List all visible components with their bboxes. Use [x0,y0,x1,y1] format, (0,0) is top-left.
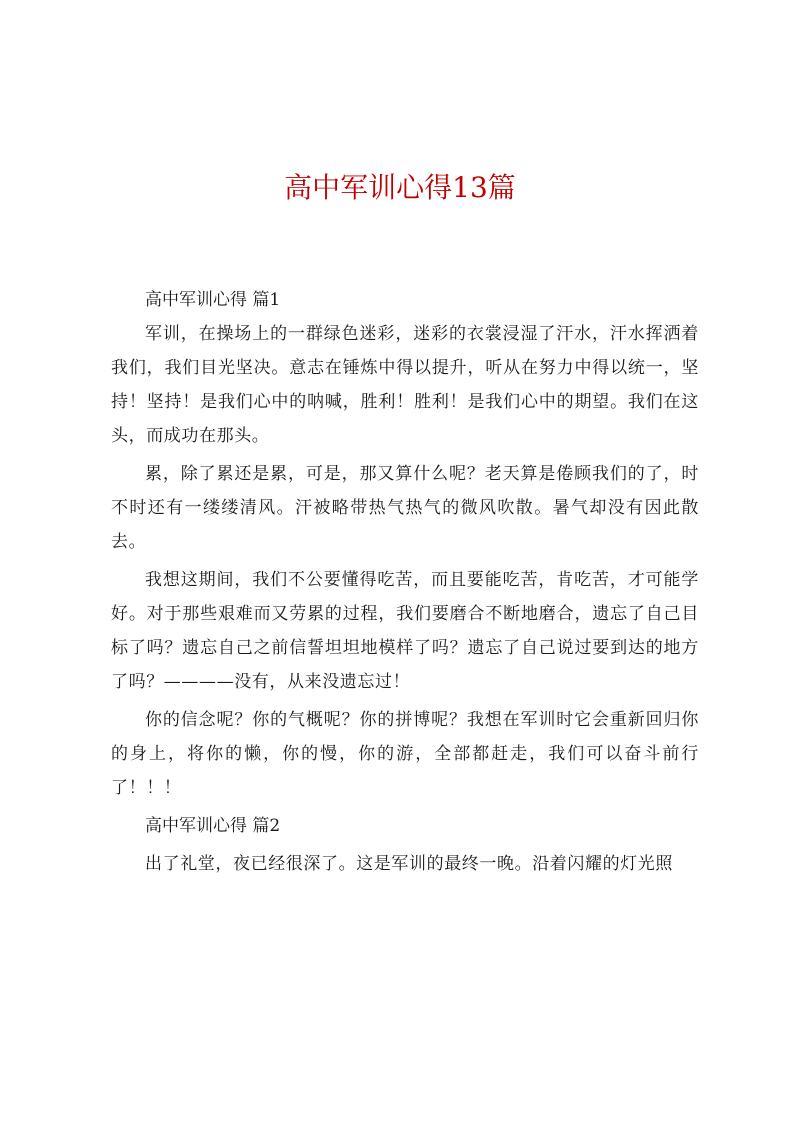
paragraph: 累，除了累还是累，可是，那又算什么呢？老天算是倦顾我们的了，时不时还有一缕缕清风。汗被略带热气热气的微风吹散。暑气却没有因此散去。 [111,464,699,552]
paragraph: 你的信念呢？你的气概呢？你的拼博呢？我想在军训时它会重新回归你的身上，将你的懒，你的慢，你的游，全部都赶走，我们可以奋斗前行了！！！ [111,710,699,798]
paragraph: 军训，在操场上的一群绿色迷彩，迷彩的衣裳浸湿了汗水，汗水挥洒着我们，我们目光坚决。意志在锤炼中得以提升，听从在努力中得以统一，坚持！坚持！是我们心中的呐喊，胜利！胜利！是我们心中的期望。我们在这头，而成功在那头。 [111,324,699,446]
section-heading: 高中军训心得 篇2 [145,816,281,836]
document-title: 高中军训心得13篇 [284,171,516,204]
section-heading: 高中军训心得 篇1 [145,290,281,310]
paragraph: 出了礼堂，夜已经很深了。这是军训的最终一晚。沿着闪耀的灯光照 [145,854,673,874]
document-body [111,283,699,881]
paragraph: 我想这期间，我们不公要懂得吃苦，而且要能吃苦，肯吃苦，才可能学好。对于那些艰难而又劳累的过程，我们要磨合不断地磨合，遗忘了自己目标了吗？遗忘自己之前信誓坦坦地模样了吗？遗忘了自己说过要到达的地方了吗？————没有，从来没遗忘过！ [111,570,699,692]
